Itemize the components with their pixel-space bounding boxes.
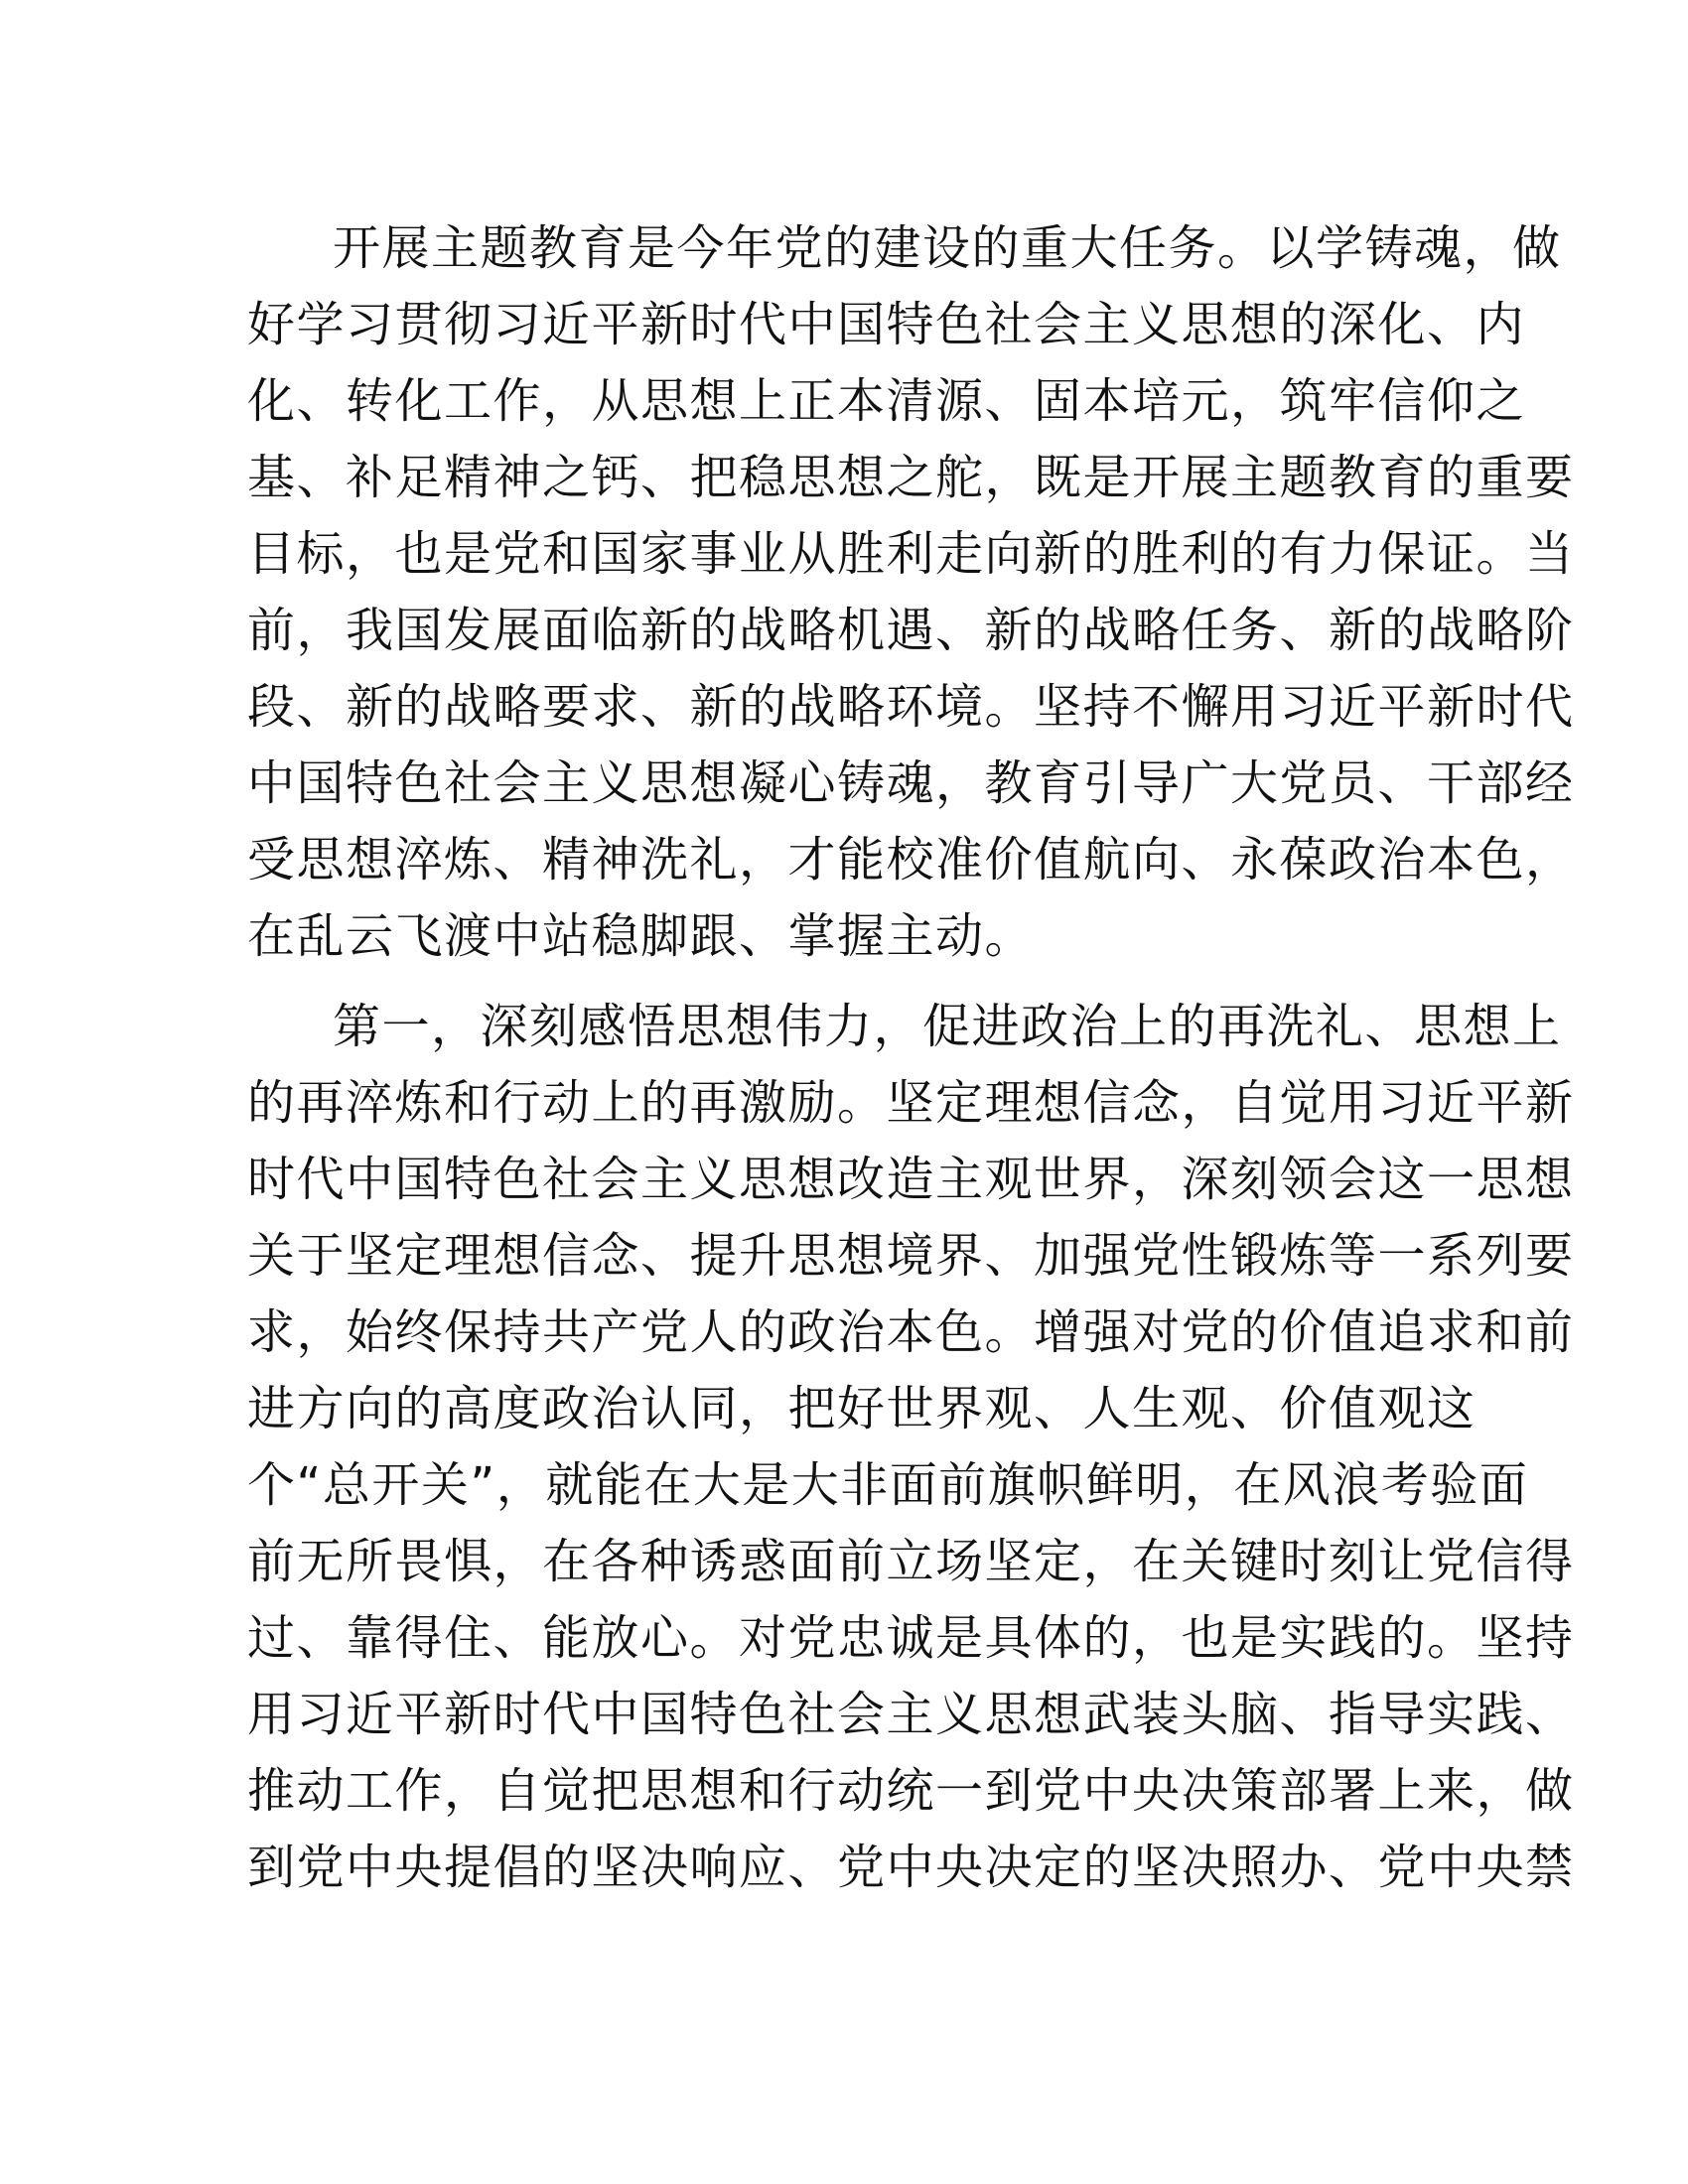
text-line: 开展主题教育是今年党的建设的重大任务。以学铸魂，做 [333, 220, 1562, 276]
text-line: 中国特色社会主义思想凝心铸魂，教育引导广大党员、干部经 [247, 755, 1575, 811]
body-text [247, 210, 1575, 1906]
text-line: 到党中央提倡的坚决响应、党中央决定的坚决照办、党中央禁 [247, 1840, 1575, 1895]
text-line: 目标，也是党和国家事业从胜利走向新的胜利的有力保证。当 [247, 526, 1575, 582]
text-line: 段、新的战略要求、新的战略环境。坚持不懈用习近平新时代 [247, 679, 1575, 735]
text-line: 关于坚定理想信念、提升思想境界、加强党性锻炼等一系列要 [247, 1228, 1575, 1284]
text-line: 的再淬炼和行动上的再激励。坚定理想信念，自觉用习近平新 [247, 1075, 1575, 1131]
text-line: 在乱云飞渡中站稳脚跟、掌握主动。 [247, 908, 1035, 964]
text-line: 求，始终保持共产党人的政治本色。增强对党的价值追求和前 [247, 1304, 1575, 1360]
text-line: 基、补足精神之钙、把稳思想之舵，既是开展主题教育的重要 [247, 450, 1575, 505]
text-line: 个“总开关”，就能在大是大非面前旗帜鲜明，在风浪考验面 [247, 1457, 1529, 1513]
paragraph-2 [247, 989, 1575, 1906]
text-line: 受思想淬炼、精神洗礼，才能校准价值航向、永葆政治本色， [247, 832, 1575, 887]
text-line: 用习近平新时代中国特色社会主义思想武装头脑、指导实践、 [247, 1687, 1575, 1742]
text-line: 前，我国发展面临新的战略机遇、新的战略任务、新的战略阶 [247, 603, 1575, 658]
text-line: 时代中国特色社会主义思想改造主观世界，深刻领会这一思想 [247, 1152, 1575, 1207]
text-line: 前无所畏惧，在各种诱惑面前立场坚定，在关键时刻让党信得 [247, 1534, 1575, 1589]
paragraph-1 [247, 210, 1575, 975]
text-line: 过、靠得住、能放心。对党忠诚是具体的，也是实践的。坚持 [247, 1610, 1575, 1666]
text-line: 第一，深刻感悟思想伟力，促进政治上的再洗礼、思想上 [333, 999, 1562, 1054]
text-line: 推动工作，自觉把思想和行动统一到党中央决策部署上来，做 [247, 1763, 1575, 1819]
text-line: 好学习贯彻习近平新时代中国特色社会主义思想的深化、内 [247, 297, 1526, 352]
text-line: 化、转化工作，从思想上正本清源、固本培元，筑牢信仰之 [247, 373, 1526, 429]
text-line: 进方向的高度政治认同，把好世界观、人生观、价值观这 [247, 1381, 1477, 1436]
